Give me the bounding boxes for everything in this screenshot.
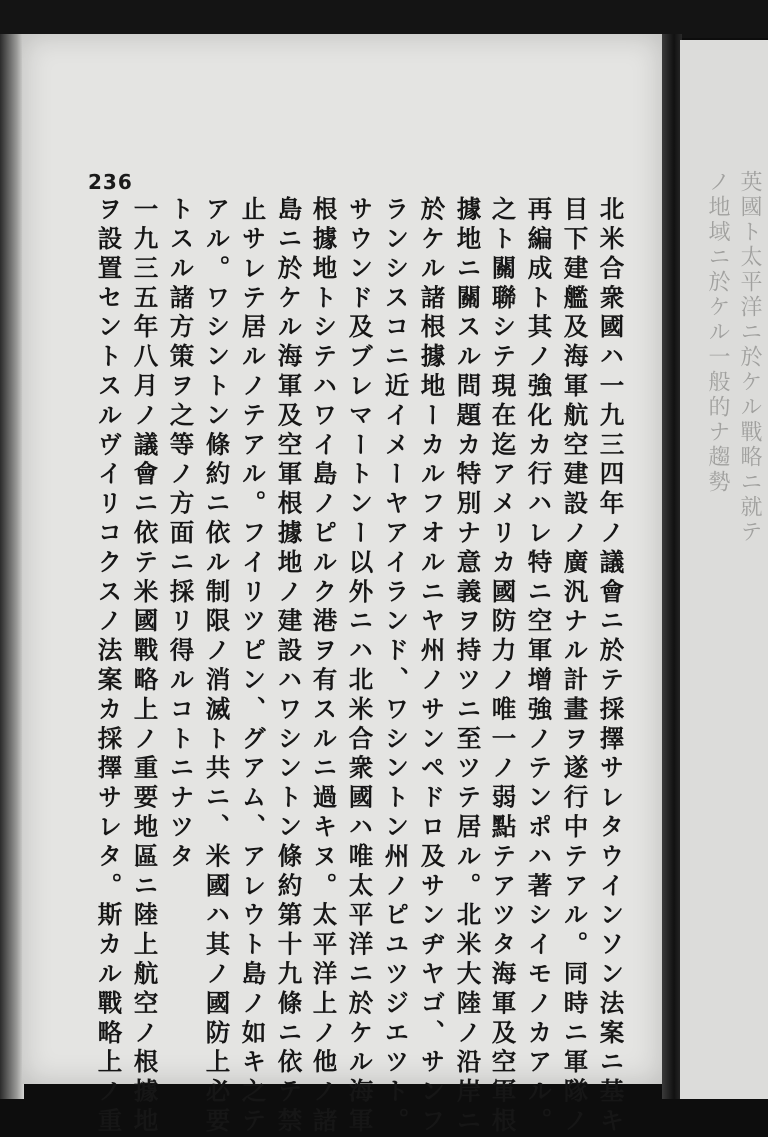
text-column-5: 據地ニ關スル問題カ特別ナ意義ヲ持ツニ至ツテ居ル。北米大陸ノ沿岸ニ <box>453 196 483 1137</box>
page-number: 236 <box>88 170 133 194</box>
text-column-9: 根據地トシテハワイ島ノピルク港ヲ有スルニ過キヌ。太平洋上ノ他ノ諸 <box>309 196 339 1137</box>
text-column-15: ヲ設置セントスルヴイリコクスノ法案カ採擇サレタ。斯カル戰略上ノ重 <box>94 196 124 1137</box>
page-left-edge <box>0 34 24 1099</box>
text-column-11: 止サレテ居ルノテアル。フイリツピン、グアム、アレウト島ノ如キ之テ <box>238 196 268 1137</box>
text-column-7: ランシスコニ近イメーヤアイランド、ワシントン州ノピユツジエツト。 <box>381 196 411 1137</box>
text-column-2: 目下建艦及海軍航空建設ノ廣汎ナル計畫ヲ遂行中テアル。同時ニ軍隊ノ <box>560 196 590 1137</box>
facing-page-text-1: 英國ト太平洋ニ於ケル戰略ニ就テ <box>737 170 762 545</box>
text-column-8: サウンド及ブレマートンー以外ニハ北米合衆國ハ唯太平洋ニ於ケル海軍 <box>345 196 375 1137</box>
facing-page-text-2: ノ地域ニ於ケル一般的ナ趨勢 <box>705 170 730 495</box>
text-column-3: 再編成ト其ノ強化カ行ハレ特ニ空軍增強ノテンポハ著シイモノカアル。 <box>524 196 554 1137</box>
text-column-14: 一九三五年八月ノ議會ニ依テ米國戰略上ノ重要地區ニ陸上航空ノ根據地 <box>130 196 160 1137</box>
text-column-12: アル。ワシントン條約ニ依ル制限ノ消滅ト共ニ、米國ハ其ノ國防上必要 <box>202 196 232 1137</box>
text-column-4: 之ト關聯シテ現在迄アメリカ國防力ノ唯一ノ弱點テアツタ海軍及空軍根 <box>488 196 518 1137</box>
text-column-10: 島ニ於ケル海軍及空軍根據地ノ建設ハワシントン條約第十九條ニ依テ禁 <box>274 196 304 1137</box>
text-column-13: トスル諸方策ヲ之等ノ方面ニ採リ得ルコトニナツタ <box>166 196 196 873</box>
text-column-1: 北米合衆國ハ一九三四年ノ議會ニ於テ採擇サレタウインソン法案ニ基キ <box>596 196 626 1137</box>
text-column-6: 於ケル諸根據地ーカルフオルニヤ州ノサンペドロ及サンヂヤゴ、サンフ <box>417 196 447 1137</box>
book-spine <box>662 34 682 1099</box>
scan-background-top <box>0 0 768 38</box>
